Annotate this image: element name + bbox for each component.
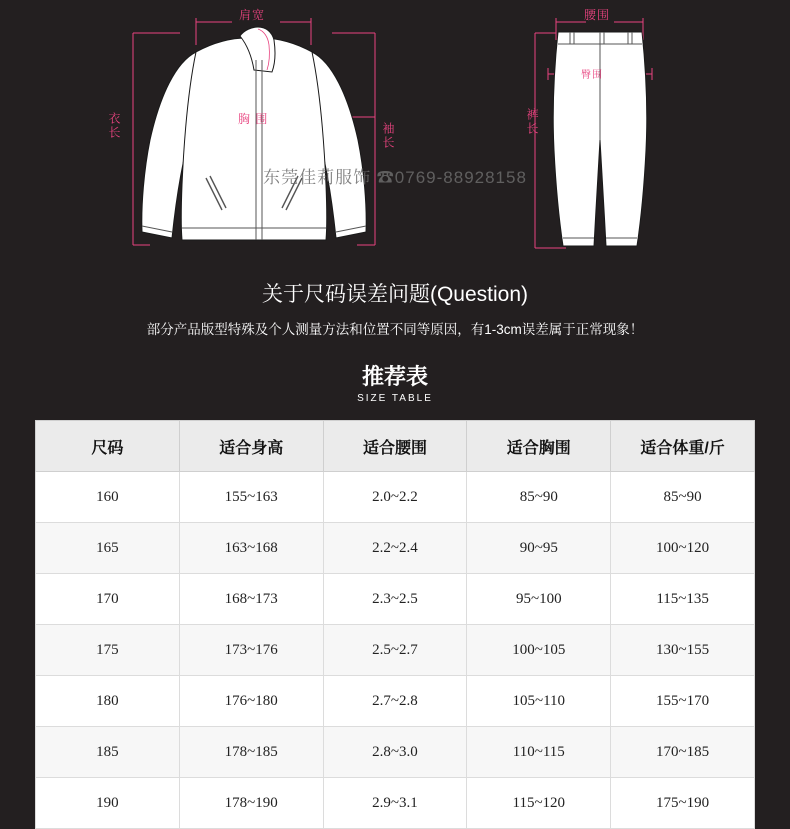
table-cell: 178~190 (179, 778, 323, 829)
label-waist: 腰围 (584, 8, 611, 22)
table-cell: 155~163 (179, 472, 323, 523)
table-header-cell: 适合体重/斤 (611, 421, 755, 472)
question-subtitle: 部分产品版型特殊及个人测量方法和位置不同等原因，有1-3cm误差属于正常现象！ (146, 322, 644, 337)
table-cell: 176~180 (179, 676, 323, 727)
table-row (36, 778, 755, 829)
table-cell: 175 (36, 625, 180, 676)
table-row (36, 523, 755, 574)
table-row (36, 727, 755, 778)
table-cell: 2.0~2.2 (323, 472, 467, 523)
label-pants-length: 裤长 (525, 108, 539, 136)
table-cell: 2.8~3.0 (323, 727, 467, 778)
label-coat-length: 衣长 (107, 112, 121, 140)
table-cell: 170 (36, 574, 180, 625)
watermark-text: 东莞佳莉服饰 ☎0769-88928158 (263, 168, 527, 187)
table-cell: 155~170 (611, 676, 755, 727)
table-cell: 85~90 (611, 472, 755, 523)
table-cell: 190 (36, 778, 180, 829)
table-header-cell: 适合腰围 (323, 421, 467, 472)
table-cell: 95~100 (467, 574, 611, 625)
table-cell: 165 (36, 523, 180, 574)
label-shoulder: 肩宽 (239, 8, 266, 22)
label-hip: 臀围 (581, 70, 603, 81)
garment-measurement-diagram (0, 0, 790, 272)
table-cell: 115~120 (467, 778, 611, 829)
table-cell: 168~173 (179, 574, 323, 625)
table-cell: 105~110 (467, 676, 611, 727)
table-row (36, 472, 755, 523)
table-cell: 173~176 (179, 625, 323, 676)
table-cell: 115~135 (611, 574, 755, 625)
table-cell: 2.9~3.1 (323, 778, 467, 829)
table-cell: 2.3~2.5 (323, 574, 467, 625)
recommend-subtitle: SIZE TABLE (357, 393, 433, 404)
table-header-cell: 适合胸围 (467, 421, 611, 472)
recommend-title: 推荐表 (361, 364, 428, 389)
size-table (35, 420, 755, 829)
table-cell: 185 (36, 727, 180, 778)
table-cell: 90~95 (467, 523, 611, 574)
table-cell: 2.5~2.7 (323, 625, 467, 676)
label-chest: 胸 围 (238, 112, 269, 126)
table-header-cell: 适合身高 (179, 421, 323, 472)
table-header-cell: 尺码 (36, 421, 180, 472)
table-row (36, 676, 755, 727)
table-row (36, 625, 755, 676)
question-title: 关于尺码误差问题(Question) (261, 283, 529, 306)
table-cell: 110~115 (467, 727, 611, 778)
table-cell: 170~185 (611, 727, 755, 778)
label-sleeve-length: 袖长 (381, 122, 395, 150)
table-cell: 100~105 (467, 625, 611, 676)
table-cell: 180 (36, 676, 180, 727)
table-header-row (36, 421, 755, 472)
table-cell: 160 (36, 472, 180, 523)
table-cell: 175~190 (611, 778, 755, 829)
table-row (36, 574, 755, 625)
table-cell: 2.2~2.4 (323, 523, 467, 574)
table-cell: 100~120 (611, 523, 755, 574)
table-cell: 178~185 (179, 727, 323, 778)
table-cell: 2.7~2.8 (323, 676, 467, 727)
table-cell: 85~90 (467, 472, 611, 523)
table-cell: 163~168 (179, 523, 323, 574)
table-cell: 130~155 (611, 625, 755, 676)
